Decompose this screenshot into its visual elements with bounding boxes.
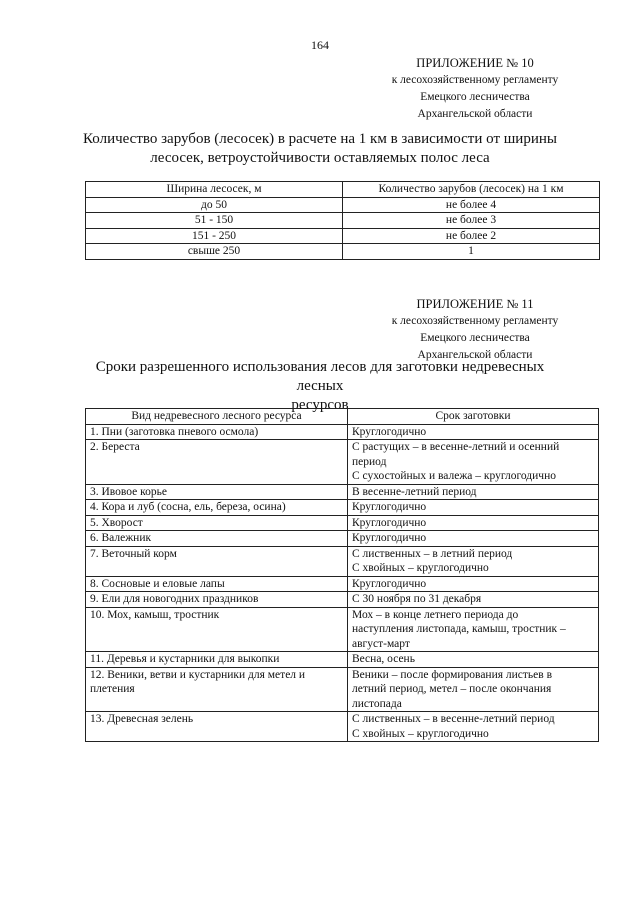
- appendix-line: Емецкого лесничества: [420, 332, 530, 344]
- resource-type-cell: 1. Пни (заготовка пневого осмола): [86, 424, 348, 440]
- table-header-row: [86, 182, 600, 198]
- table-cell: 151 - 250: [86, 228, 343, 244]
- resource-type-cell: 10. Мох, камыш, тростник: [86, 607, 348, 652]
- harvest-period-cell: [348, 592, 599, 608]
- table-row: [86, 652, 599, 668]
- harvest-period-line: Круглогодично: [352, 532, 427, 544]
- column-header: Срок заготовки: [348, 409, 599, 425]
- table-row: [86, 440, 599, 485]
- heading-line: ресурсов: [291, 397, 349, 413]
- heading-line: лесосек, ветроустойчивости оставляемых полос леса: [150, 150, 490, 166]
- harvest-period-cell: [348, 712, 599, 742]
- non-timber-resources-table: [85, 408, 599, 742]
- appendix-title: ПРИЛОЖЕНИЕ № 11: [416, 297, 534, 311]
- harvest-period-line: С лиственных – в весенне-летний период: [352, 713, 555, 725]
- table1-heading: [80, 130, 560, 168]
- harvest-period-cell: [348, 424, 599, 440]
- cutting-width-table: [85, 181, 600, 260]
- table-row: [86, 531, 599, 547]
- harvest-period-cell: [348, 667, 599, 712]
- harvest-period-line: С лиственных – в летний период: [352, 547, 513, 560]
- table-cell: не более 2: [343, 228, 600, 244]
- heading-line: Сроки разрешенного использования лесов для заготовки недревесных лесных: [95, 359, 545, 394]
- harvest-period-line: август-март: [352, 637, 410, 650]
- resource-type-cell: 2. Береста: [86, 440, 348, 485]
- table-row: [86, 607, 599, 652]
- harvest-period-line: летний период, метел – после окончания: [352, 683, 552, 695]
- harvest-period-line: Круглогодично: [352, 425, 427, 438]
- column-header: Ширина лесосек, м: [86, 182, 343, 198]
- harvest-period-line: листопада: [352, 697, 402, 710]
- page-number: 164: [311, 38, 329, 52]
- harvest-period-line: Веники – после формирования листьев в: [352, 668, 553, 681]
- resource-type-cell: 11. Деревья и кустарники для выкопки: [86, 652, 348, 668]
- column-header: Вид недревесного лесного ресурса: [86, 409, 348, 425]
- harvest-period-cell: [348, 652, 599, 668]
- table-row: [86, 576, 599, 592]
- appendix-11-header: [355, 296, 595, 364]
- harvest-period-cell: [348, 546, 599, 576]
- harvest-period-line: С 30 ноября по 31 декабря: [352, 593, 482, 605]
- harvest-period-line: С хвойных – круглогодично: [352, 727, 489, 740]
- appendix-title: ПРИЛОЖЕНИЕ № 10: [416, 56, 534, 70]
- table-row: [86, 197, 600, 213]
- harvest-period-line: период: [352, 455, 387, 468]
- resource-type-cell: 13. Древесная зелень: [86, 712, 348, 742]
- harvest-period-cell: [348, 500, 599, 516]
- resource-type-cell: 9. Ели для новогодних праздников: [86, 592, 348, 608]
- column-header: Количество зарубов (лесосек) на 1 км: [343, 182, 600, 198]
- appendix-line: Архангельской области: [417, 349, 533, 361]
- table-cell: 1: [343, 244, 600, 260]
- resource-type-cell: 5. Хворост: [86, 515, 348, 531]
- table-cell: 51 - 150: [86, 213, 343, 229]
- table-row: [86, 424, 599, 440]
- harvest-period-cell: [348, 484, 599, 500]
- table-row: [86, 515, 599, 531]
- table-cell: свыше 250: [86, 244, 343, 260]
- table-row: [86, 712, 599, 742]
- table-header-row: [86, 409, 599, 425]
- appendix-line: Архангельской области: [417, 108, 533, 120]
- table2-heading: [80, 358, 560, 415]
- table-cell: не более 4: [343, 197, 600, 213]
- table-row: [86, 500, 599, 516]
- appendix-line: к лесохозяйственному регламенту: [391, 74, 559, 86]
- harvest-period-line: С сухостойных и валежа – круглогодично: [352, 470, 556, 482]
- table-row: [86, 228, 600, 244]
- appendix-10-header: [355, 55, 595, 123]
- resource-type-cell: 7. Веточный корм: [86, 546, 348, 576]
- harvest-period-cell: [348, 576, 599, 592]
- table-row: [86, 244, 600, 260]
- table-row: [86, 213, 600, 229]
- harvest-period-line: С растущих – в весенне-летний и осенний: [352, 441, 560, 453]
- harvest-period-line: С хвойных – круглогодично: [352, 562, 489, 574]
- appendix-line: Емецкого лесничества: [420, 91, 530, 103]
- table-row: [86, 484, 599, 500]
- table-cell: до 50: [86, 197, 343, 213]
- harvest-period-cell: [348, 440, 599, 485]
- table-row: [86, 592, 599, 608]
- resource-type-cell: 4. Кора и луб (сосна, ель, береза, осина): [86, 500, 348, 516]
- table-row: [86, 667, 599, 712]
- harvest-period-cell: [348, 607, 599, 652]
- harvest-period-line: Круглогодично: [352, 501, 427, 513]
- harvest-period-line: Мох – в конце летнего периода до: [352, 608, 519, 621]
- resource-type-cell: 8. Сосновые и еловые лапы: [86, 576, 348, 592]
- harvest-period-cell: [348, 531, 599, 547]
- appendix-line: к лесохозяйственному регламенту: [391, 315, 559, 327]
- harvest-period-line: Круглогодично: [352, 577, 427, 590]
- heading-line: Количество зарубов (лесосек) в расчете на 1 км в зависимости от ширины: [83, 131, 557, 147]
- harvest-period-line: В весенне-летний период: [352, 485, 477, 498]
- table-row: [86, 546, 599, 576]
- resource-type-cell: 12. Веники, ветви и кустарники для метел и плетения: [86, 667, 348, 712]
- harvest-period-cell: [348, 515, 599, 531]
- resource-type-cell: 6. Валежник: [86, 531, 348, 547]
- harvest-period-line: Весна, осень: [352, 653, 415, 665]
- table-cell: не более 3: [343, 213, 600, 229]
- harvest-period-line: Круглогодично: [352, 516, 427, 529]
- resource-type-cell: 3. Ивовое корье: [86, 484, 348, 500]
- harvest-period-line: наступления листопада, камыш, тростник –: [352, 623, 566, 635]
